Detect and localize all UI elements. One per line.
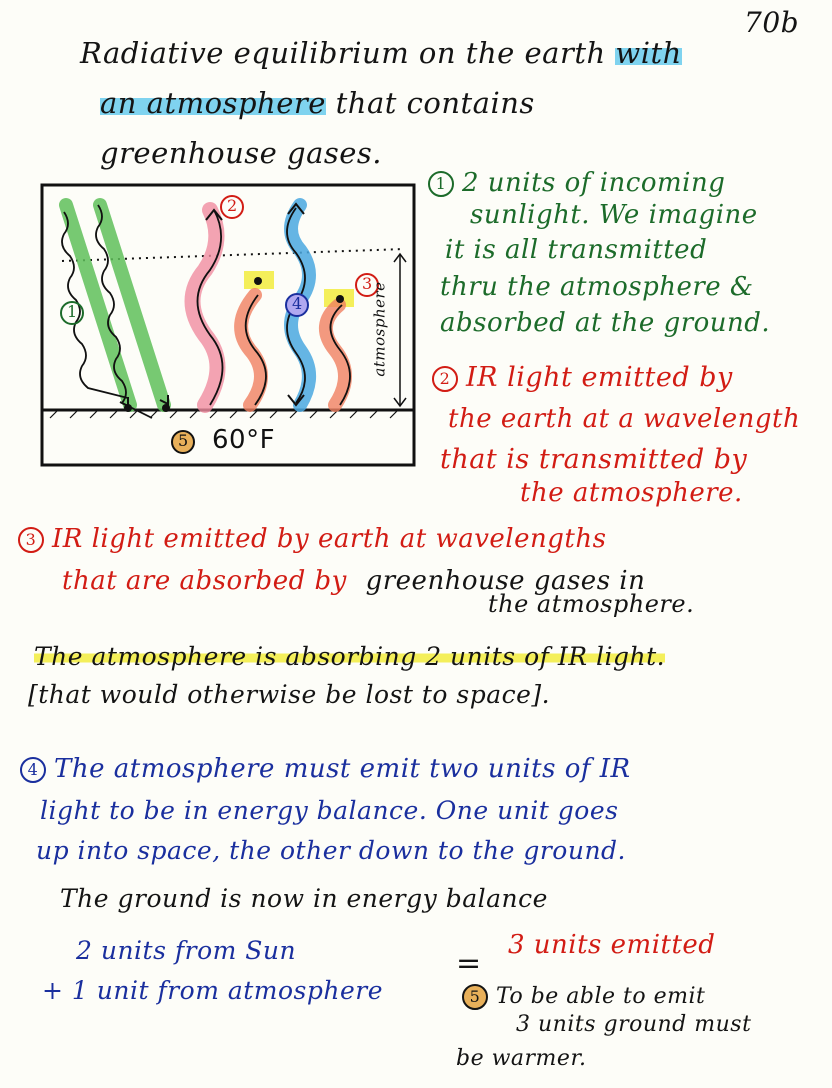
note-4-text-0: The atmosphere must emit two units of IR	[54, 754, 631, 784]
note-2-line-3: the atmosphere.	[520, 478, 743, 508]
sunlight-band-2	[100, 205, 164, 405]
note-1-line-1: sunlight. We imagine	[470, 200, 758, 230]
ir-absorbed-band-1	[241, 295, 261, 405]
note-3-text-0: IR light emitted by earth at wavelengths	[52, 524, 607, 554]
title-line-1	[80, 36, 682, 70]
note-3-number: 3	[18, 527, 44, 553]
title-line-2a: an atmosphere	[100, 86, 326, 120]
diagram-label-4: 4	[292, 294, 303, 313]
note-4-line-1: light to be in energy balance. One unit goes	[40, 796, 619, 825]
note-2-line-1: the earth at a wavelength	[448, 404, 801, 434]
note-1-text-0: 2 units of incoming	[462, 168, 726, 198]
balance-equals: =	[456, 946, 482, 981]
note-3-line-2: the atmosphere.	[488, 590, 695, 618]
title-line-2	[100, 86, 535, 120]
absorbing-line-1	[34, 642, 665, 671]
diagram-label-1: 1	[67, 302, 78, 321]
note-3-text-1a: that are absorbed by	[62, 566, 347, 596]
note-2-text-0: IR light emitted by	[466, 362, 733, 393]
balance-sun: 2 units from Sun	[76, 936, 297, 965]
absorbing-line-2: [that would otherwise be lost to space].	[28, 680, 551, 709]
note-1-number: 1	[428, 171, 454, 197]
title-line-1a: Radiative equilibrium on the earth	[80, 36, 606, 70]
diagram-label-2: 2	[227, 196, 238, 215]
note-2-number: 2	[432, 366, 458, 392]
ground-temperature: 60°F	[212, 425, 276, 455]
balance-emitted: 3 units emitted	[508, 930, 716, 960]
note-1-line-2: it is all transmitted	[445, 235, 708, 265]
page-number: 70b	[744, 6, 800, 39]
note-5-line-2: be warmer.	[456, 1046, 587, 1071]
absorption-dot-1	[124, 404, 132, 412]
note-3-line-0	[18, 524, 606, 554]
balance-line-1: The ground is now in energy balance	[60, 884, 548, 913]
absorbing-text-1: The atmosphere is absorbing 2 units of IR light.	[34, 642, 666, 671]
note-2-line-0	[432, 362, 733, 393]
note-4-number: 4	[20, 757, 46, 783]
note-5-number: 5	[462, 984, 488, 1010]
absorber-dot-1	[254, 277, 262, 285]
note-3-text-1b: greenhouse gases in	[365, 566, 646, 596]
atmosphere-label: atmosphere	[370, 281, 389, 377]
diagram-label-3: 3	[362, 274, 373, 293]
note-5-line-0	[462, 984, 705, 1010]
ir-absorbed-band-2	[326, 305, 345, 405]
absorption-dot-2	[162, 404, 170, 412]
note-1-line-0	[428, 168, 725, 198]
note-5-line-1: 3 units ground must	[516, 1012, 752, 1037]
note-5-text-0: To be able to emit	[496, 984, 706, 1009]
note-2-line-2: that is transmitted by	[440, 444, 748, 475]
ir-escape-band	[193, 210, 218, 405]
note-4-line-0	[20, 754, 631, 784]
title-line-3: greenhouse gases.	[100, 136, 383, 170]
title-line-1b: with	[615, 36, 682, 70]
balance-atmosphere: + 1 unit from atmosphere	[42, 976, 384, 1005]
note-1-line-3: thru the atmosphere &	[440, 272, 754, 302]
diagram-label-5: 5	[178, 431, 189, 450]
note-4-line-2: up into space, the other down to the ground.	[36, 836, 626, 865]
title-line-2b: that contains	[335, 86, 535, 120]
absorber-dot-2	[336, 295, 344, 303]
note-1-line-4: absorbed at the ground.	[440, 308, 771, 338]
